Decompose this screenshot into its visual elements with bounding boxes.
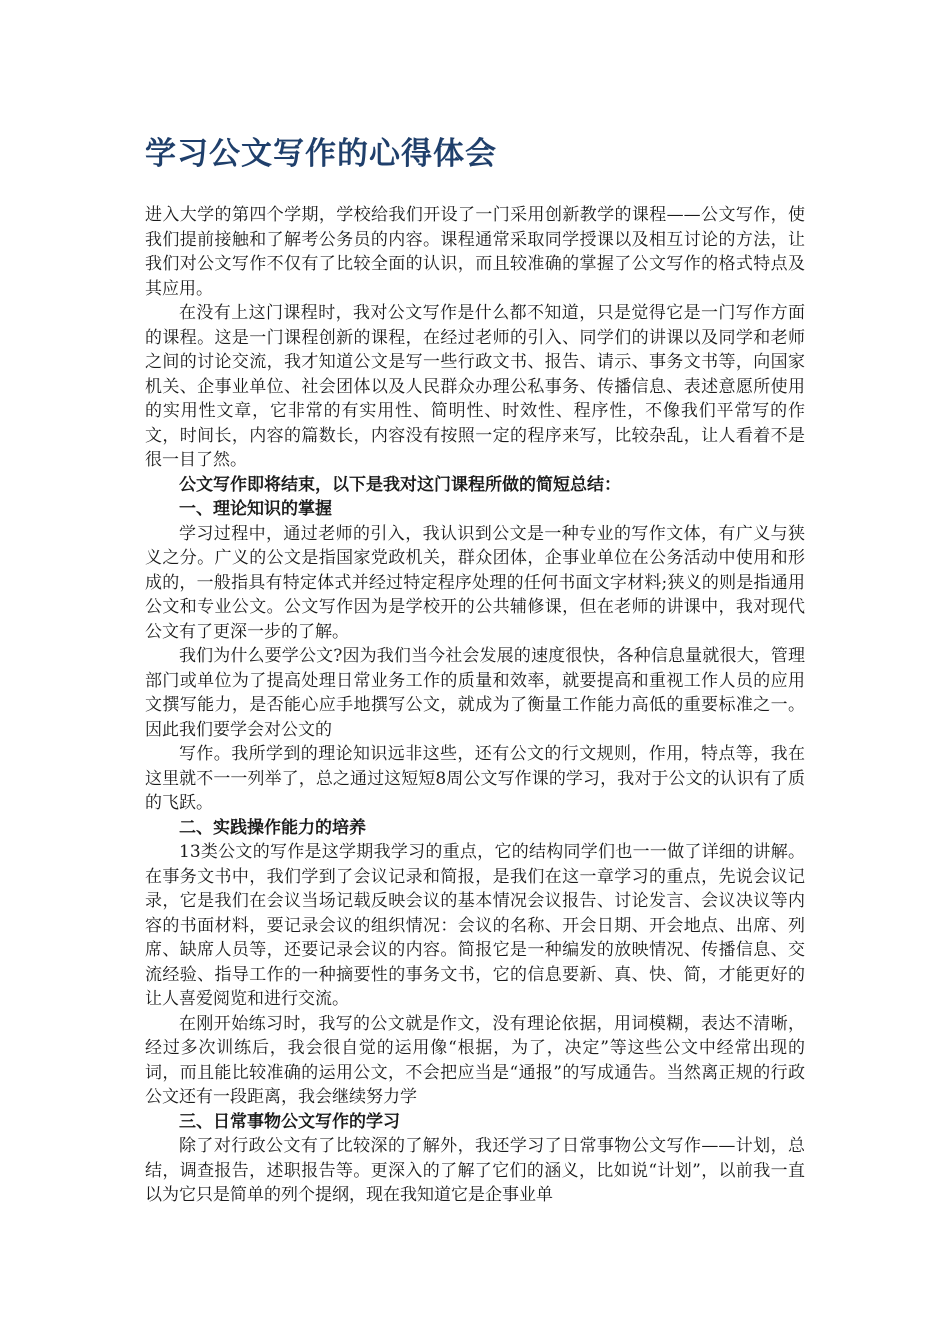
paragraph: 我们为什么要学公文?因为我们当今社会发展的速度很快，各种信息量就很大，管理部门或单位为了提高处理日常业务工作的质量和效率，就要提高和重视工作人员的应用文撰写能力，是否能心应手地撰写公文，就成为了衡量工作能力高低的重要标准之一。因此我们要学会对公文的 [145, 646, 805, 740]
paragraph-intro: 进入大学的第四个学期，学校给我们开设了一门采用创新教学的课程——公文写作，使我们提前接触和了解考公务员的内容。课程通常采取同学授课以及相互讨论的方法，让我们对公文写作不仅有了比较全面的认识，而且较准确的掌握了公文写作的格式特点及其应用。 [145, 205, 805, 299]
paragraph: 13类公文的写作是这学期我学习的重点，它的结构同学们也一一做了详细的讲解。在事务文书中，我们学到了会议记录和简报，是我们在这一章学习的重点，先说会议记录，它是我们在会议当场记载反映会议的基本情况会议报告、讨论发言、会议决议等内容的书面材料，要记录会议的组织情况：会议的名称、开会日期、开会地点、出席、列席、缺席人员等，还要记录会议的内容。简报它是一种编发的放映情况、传播信息、交流经验、指导工作的一种摘要性的事务文书，它的信息要新、真、快、简，才能更好的让人喜爱阅览和进行交流。 [145, 842, 805, 1009]
section-heading-daily-affairs: 三、日常事物公文写作的学习 [179, 1111, 400, 1132]
section-heading-practice: 二、实践操作能力的培养 [179, 817, 366, 838]
paragraph: 学习过程中，通过老师的引入，我认识到公文是一种专业的写作文体，有广义与狭义之分。广义的公文是指国家党政机关，群众团体，企事业单位在公务活动中使用和形成的，一般指具有特定体式并经过特定程序处理的任何书面文字材料;狭义的则是指通用公文和专业公文。公文写作因为是学校开的公共辅修课，但在老师的讲课中，我对现代公文有了更深一步的了解。 [145, 523, 805, 642]
section-heading-theory: 一、理论知识的掌握 [179, 499, 332, 519]
document-title: 学习公文写作的心得体会 [145, 136, 497, 172]
document-body [145, 203, 805, 1208]
paragraph: 写作。我所学到的理论知识远非这些，还有公文的行文规则，作用，特点等，我在这里就不一一列举了，总之通过这短短8周公文写作课的学习，我对于公文的认识有了质的飞跃。 [145, 744, 805, 813]
paragraph: 在刚开始练习时，我写的公文就是作文，没有理论依据，用词模糊，表达不清晰，经过多次训练后，我会很自觉的运用像“根据，为了，决定”等这些公文中经常出现的词，而且能比较准确的运用公文，不会把应当是“通报”的写成通告。当然离正规的行政公文还有一段距离，我会继续努力学 [145, 1013, 805, 1107]
paragraph: 在没有上这门课程时，我对公文写作是什么都不知道，只是觉得它是一门写作方面的课程。这是一门课程创新的课程，在经过老师的引入、同学们的讲课以及同学和老师之间的讨论交流，我才知道公文是写一些行政文书、报告、请示、事务文书等，向国家机关、企事业单位、社会团体以及人民群众办理公私事务、传播信息、表述意愿所使用的实用性文章，它非常的有实用性、简明性、时效性、程序性，不像我们平常写的作文，时间长，内容的篇数长，内容没有按照一定的程序来写，比较杂乱，让人看着不是很一目了然。 [145, 303, 805, 470]
summary-heading: 公文写作即将结束，以下是我对这门课程所做的简短总结： [179, 474, 621, 495]
paragraph: 除了对行政公文有了比较深的了解外，我还学习了日常事物公文写作——计划，总结，调查报告，述职报告等。更深入的了解了它们的涵义，比如说“计划”，以前我一直以为它只是简单的列个提纲，现在我知道它是企事业单 [145, 1136, 805, 1205]
